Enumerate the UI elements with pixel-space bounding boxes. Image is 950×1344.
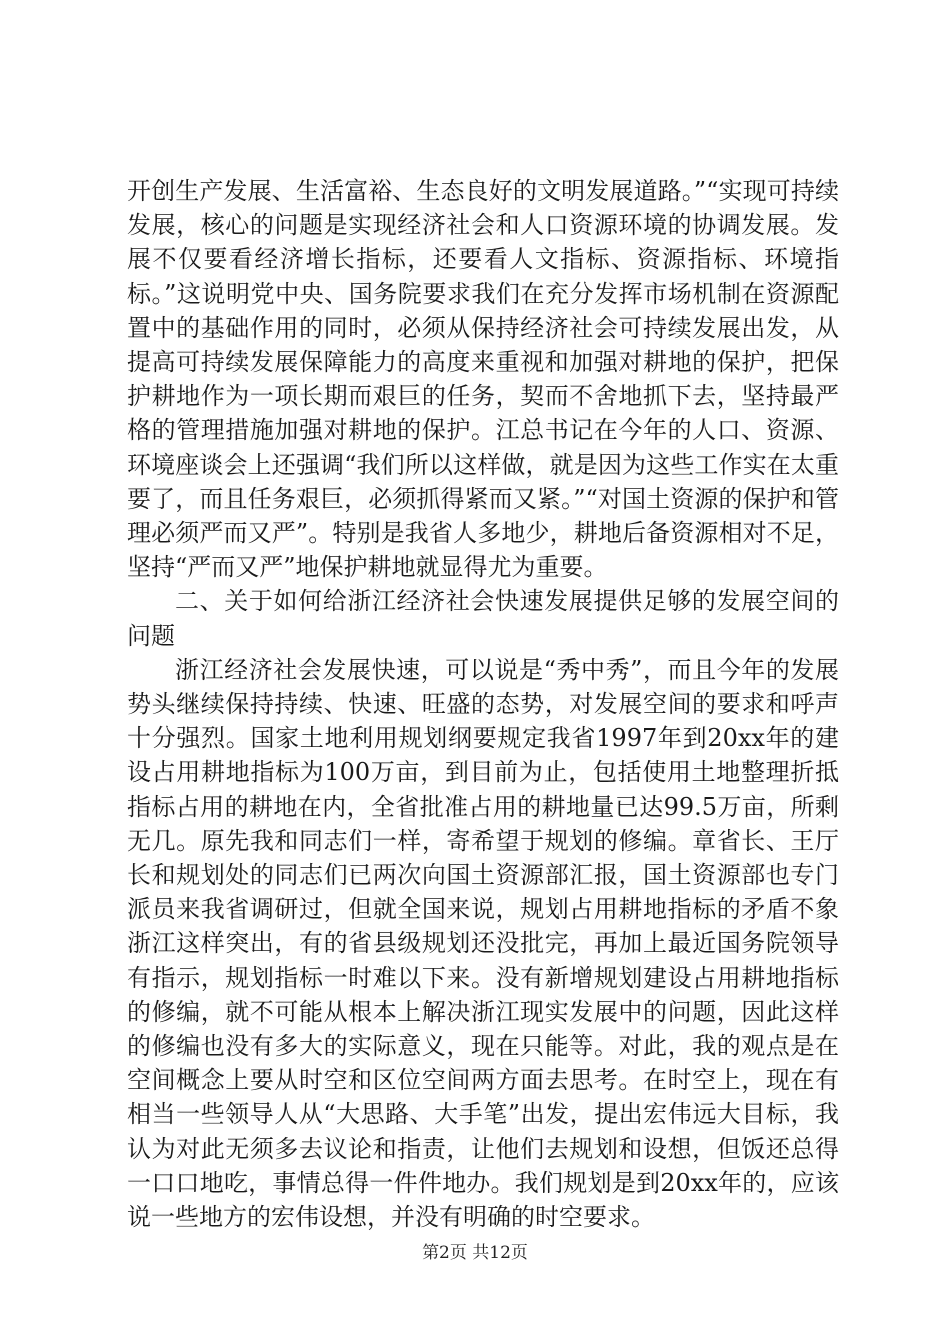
section-heading: 二、关于如何给浙江经济社会快速发展提供足够的发展空间的问题 <box>127 587 839 650</box>
paragraph-1: 开创生产发展、生活富裕、生态良好的文明发展道路。”“实现可持续发展，核心的问题是实现经济社会和人口资源环境的协调发展。发展不仅要看经济增长指标，还要看人文指标、资源指标、环境指标。”这说明党中央、国务院要求我们在充分发挥市场机制在资源配置中的基础作用的同时，必须从保持经济社会可持续发展出发，从提高可持续发展保障能力的高度来重视和加强对耕地的保护，把保护耕地作为一项长期而艰巨的任务，契而不舍地抓下去，坚持最严格的管理措施加强对耕地的保护。江总书记在今年的人口、资源、环境座谈会上还强调“我们所以这样做，就是因为这些工作实在太重要了，而且任务艰巨，必须抓得紧而又紧。”“对国土资源的保护和管理必须严而又严”。特别是我省人多地少，耕地后备资源相对不足，坚持“严而又严”地保护耕地就显得尤为重要。 <box>127 177 839 582</box>
paragraph-3: 浙江经济社会发展快速，可以说是“秀中秀”，而且今年的发展势头继续保持持续、快速、旺盛的态势，对发展空间的要求和呼声十分强烈。国家土地利用规划纲要规定我省1997年到20xx年的建设占用耕地指标为100万亩，到目前为止，包括使用土地整理折抵指标占用的耕地在内，全省批准占用的耕地量已达99.5万亩，所剩无几。原先我和同志们一样，寄希望于规划的修编。章省长、王厅长和规划处的同志们已两次向国土资源部汇报，国土资源部也专门派员来我省调研过，但就全国来说，规划占用耕地指标的矛盾不象浙江这样突出，有的省县级规划还没批完，再加上最近国务院领导有指示，规划指标一时难以下来。没有新增规划建设占用耕地指标的修编，就不可能从根本上解决浙江现实发展中的问题，因此这样的修编也没有多大的实际意义，现在只能等。对此，我的观点是在空间概念上要从时空和区位空间两方面去思考。在时空上，现在有相当一些领导人从“大思路、大手笔”出发，提出宏伟远大目标，我认为对此无须多去议论和指责，让他们去规划和设想，但饭还总得一口口地吃，事情总得一件件地办。我们规划是到20xx年的，应该说一些地方的宏伟设想，并没有明确的时空要求。 <box>127 655 839 1232</box>
document-body <box>127 174 839 1234</box>
page-footer: 第2页 共12页 <box>422 1243 528 1263</box>
